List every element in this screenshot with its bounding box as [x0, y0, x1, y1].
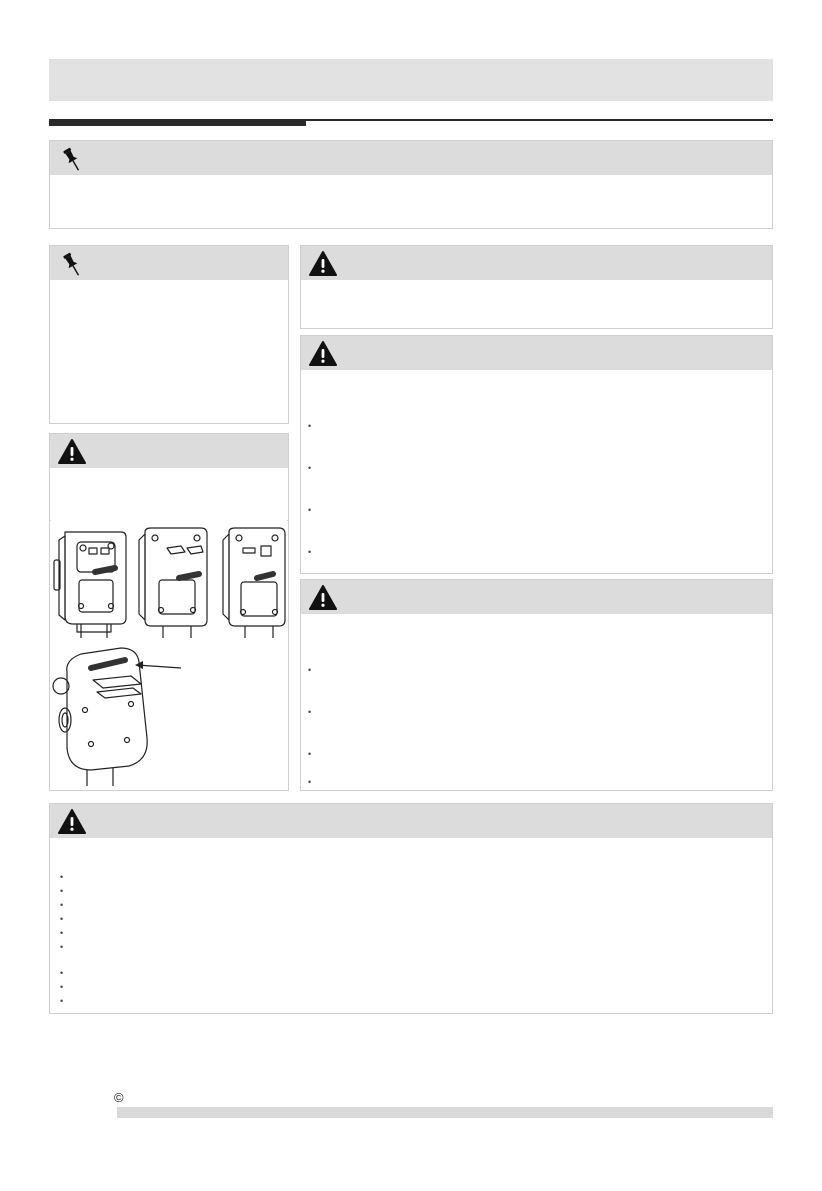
note-box-left-header [50, 246, 288, 280]
pushpin-icon [58, 145, 86, 173]
warning-box-bottom [49, 803, 773, 1014]
warning-triangle-icon [309, 250, 337, 278]
copyright-line [114, 1091, 124, 1105]
warning-triangle-icon [58, 438, 86, 466]
power-adapter-plug-variants-illustration [51, 520, 287, 788]
list-item-bullet: • [60, 996, 64, 1006]
list-item-bullet: • [308, 547, 312, 557]
list-item-bullet: • [308, 777, 312, 787]
list-item-bullet: • [60, 900, 64, 910]
list-item-bullet: • [60, 968, 64, 978]
list-item-bullet: • [60, 914, 64, 924]
warning-box-right-2-bullet-list [301, 336, 772, 573]
warning-box-right-1 [300, 245, 773, 329]
copyright-symbol: © [114, 1090, 124, 1105]
list-item-bullet: • [308, 505, 312, 515]
warning-box-left-header [50, 434, 288, 468]
warning-box-right-2 [300, 335, 773, 574]
list-item-bullet: • [60, 872, 64, 882]
list-item-bullet: • [308, 707, 312, 717]
note-box-top-header [50, 141, 772, 175]
warning-box-right-3-bullet-list [301, 580, 772, 790]
warning-box-right-3 [300, 579, 773, 791]
page-title-band [49, 59, 773, 101]
list-item-bullet: • [60, 928, 64, 938]
warning-box-right-1-header [301, 246, 772, 280]
list-item-bullet: • [60, 886, 64, 896]
pushpin-icon [58, 250, 86, 278]
list-item-bullet: • [308, 749, 312, 759]
footer-band [117, 1107, 773, 1118]
section-rule-thick [49, 119, 306, 126]
list-item-bullet: • [308, 665, 312, 675]
section-rule-thin [306, 119, 773, 121]
list-item-bullet: • [60, 982, 64, 992]
list-item-bullet: • [308, 421, 312, 431]
list-item-bullet: • [308, 463, 312, 473]
note-box-left [49, 245, 289, 424]
list-item-bullet: • [60, 942, 64, 952]
warning-box-bottom-bullet-list [50, 804, 772, 1013]
note-box-top [49, 140, 773, 229]
